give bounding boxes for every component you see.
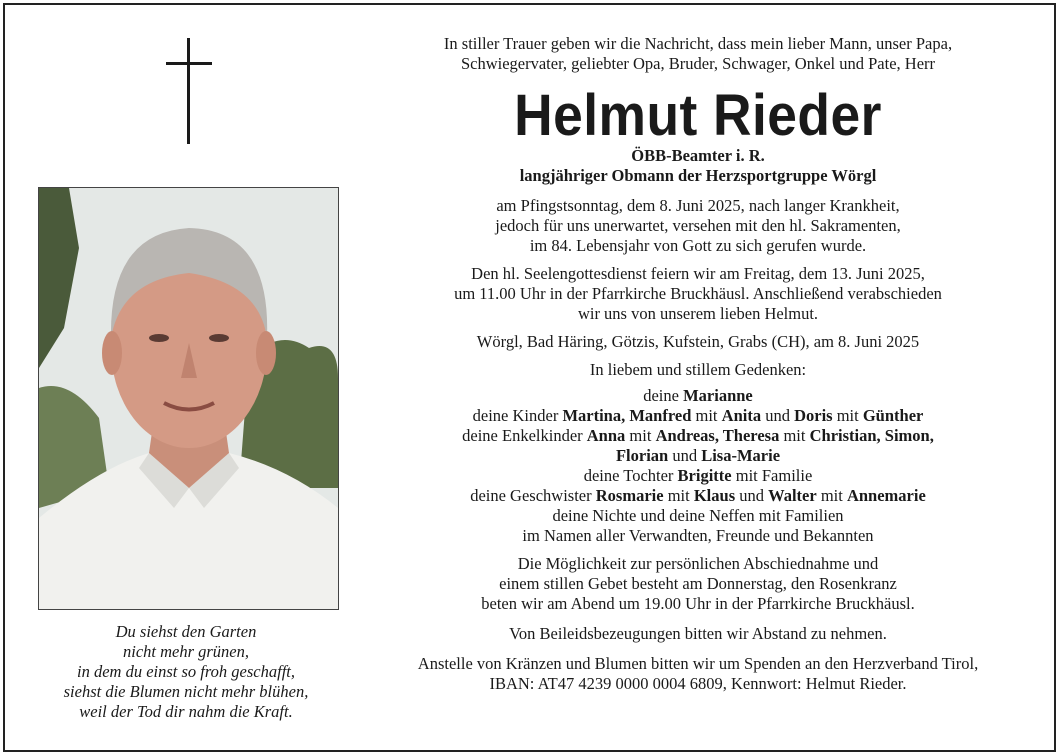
mourner-name: Annemarie — [846, 486, 926, 505]
mourner-name: Christian, Simon, — [809, 426, 934, 445]
mourner-text: deine Geschwister — [470, 486, 596, 505]
mourner-name: Florian — [615, 446, 669, 465]
intro-line: In stiller Trauer geben wir die Nachricht, dass mein lieber Mann, unser Papa, — [443, 34, 953, 53]
mourner-line — [378, 466, 1018, 486]
mourner-text: deine Nichte und deine Neffen mit Familien — [552, 506, 844, 525]
death-line: jedoch für uns unerwartet, versehen mit den hl. Sakramenten, — [495, 216, 901, 235]
condolence-note: Von Beileidsbezeugungen bitten wir Abstand zu nehmen. — [509, 624, 887, 643]
title-line: ÖBB-Beamter i. R. — [631, 146, 765, 165]
service-line: Den hl. Seelengottesdienst feiern wir am Freitag, dem 13. Juni 2025, — [471, 264, 925, 283]
mourner-text: mit — [625, 426, 656, 445]
poem — [26, 622, 346, 722]
notice-text — [378, 34, 1018, 694]
farewell-line: beten wir am Abend um 19.00 Uhr in der Pfarrkirche Bruckhäusl. — [481, 594, 915, 613]
mourner-line — [378, 526, 1018, 546]
service-line: wir uns von unserem lieben Helmut. — [577, 304, 819, 323]
mourner-name: Anita — [721, 406, 762, 425]
mourner-line — [378, 406, 1018, 426]
mourner-name: Lisa-Marie — [701, 446, 781, 465]
memory-heading: In liebem und stillem Gedenken: — [589, 360, 807, 379]
mourner-text: und — [761, 406, 795, 425]
poem-line: weil der Tod dir nahm die Kraft. — [79, 702, 293, 721]
mourner-name: Günther — [862, 406, 924, 425]
donation-line: IBAN: AT47 4239 0000 0004 6809, Kennwort: Helmut Rieder. — [489, 674, 907, 693]
mourner-name: Rosmarie — [595, 486, 664, 505]
mourner-name: Doris — [794, 406, 833, 425]
service-text — [378, 264, 1018, 324]
poem-line: siehst die Blumen nicht mehr blühen, — [63, 682, 309, 701]
mourner-name: Brigitte — [677, 466, 732, 485]
mourner-line — [378, 446, 1018, 466]
mourner-name: Marianne — [683, 386, 753, 405]
mourners-list — [378, 386, 1018, 546]
mourner-name: Anna — [586, 426, 626, 445]
mourner-text: deine Kinder — [472, 406, 563, 425]
mourner-text: deine Enkelkinder — [462, 426, 587, 445]
mourner-text: mit — [663, 486, 694, 505]
death-text — [378, 196, 1018, 256]
mourner-line — [378, 386, 1018, 406]
mourner-name: Klaus — [693, 486, 736, 505]
mourner-text: mit — [691, 406, 722, 425]
mourner-text: deine Tochter — [583, 466, 678, 485]
mourner-line — [378, 506, 1018, 526]
mourner-text: mit — [779, 426, 810, 445]
poem-line: Du siehst den Garten — [115, 622, 257, 641]
mourner-text: im Namen aller Verwandten, Freunde und Bekannten — [522, 526, 874, 545]
mourner-line — [378, 486, 1018, 506]
farewell-text — [378, 554, 1018, 614]
mourner-name: Martina, Manfred — [562, 406, 692, 425]
mourner-name: Walter — [768, 486, 817, 505]
poem-line: in dem du einst so froh geschafft, — [77, 662, 295, 681]
place-date: Wörgl, Bad Häring, Götzis, Kufstein, Grabs (CH), am 8. Juni 2025 — [476, 332, 920, 351]
mourner-text: mit — [816, 486, 847, 505]
mourner-name: Andreas, Theresa — [655, 426, 780, 445]
mourner-text: und — [735, 486, 769, 505]
title-line: langjähriger Obmann der Herzsportgruppe Wörgl — [519, 166, 877, 185]
service-line: um 11.00 Uhr in der Pfarrkirche Bruckhäusl. Anschließend verabschieden — [454, 284, 942, 303]
donation-text — [378, 654, 1018, 694]
mourner-text: und — [668, 446, 702, 465]
poem-line: nicht mehr grünen, — [122, 642, 250, 661]
intro-line: Schwiegervater, geliebter Opa, Bruder, Schwager, Onkel und Pate, Herr — [460, 54, 936, 73]
death-line: im 84. Lebensjahr von Gott zu sich gerufen wurde. — [529, 236, 867, 255]
farewell-line: Die Möglichkeit zur persönlichen Abschiednahme und — [517, 554, 879, 573]
mourner-text: mit Familie — [731, 466, 813, 485]
farewell-line: einem stillen Gebet besteht am Donnerstag, den Rosenkranz — [499, 574, 897, 593]
death-line: am Pfingstsonntag, dem 8. Juni 2025, nach langer Krankheit, — [496, 196, 900, 215]
donation-line: Anstelle von Kränzen und Blumen bitten wir um Spenden an den Herzverband Tirol, — [417, 654, 979, 673]
mourner-text: mit — [832, 406, 863, 425]
deceased-name: Helmut Rieder — [514, 83, 882, 148]
portrait-photo — [38, 187, 339, 610]
mourner-text: deine — [643, 386, 684, 405]
mourner-line — [378, 426, 1018, 446]
